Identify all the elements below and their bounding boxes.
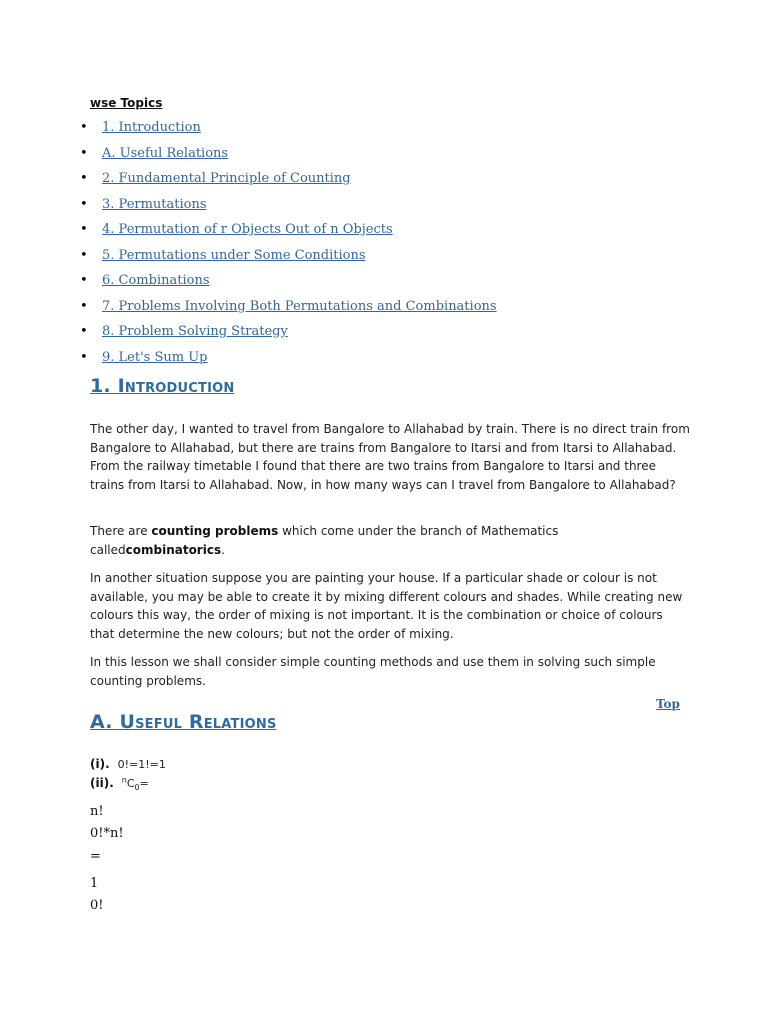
math-line: 0!*n! (90, 826, 124, 841)
topic-link-problem-solving[interactable]: 8. Problem Solving Strategy (102, 324, 288, 339)
browse-topics-heading: wse Topics (90, 96, 163, 110)
topic-link-introduction[interactable]: 1. Introduction (102, 120, 201, 135)
math-line: = (90, 849, 101, 864)
relation-item-1 (90, 757, 166, 771)
intro-paragraph-3: In another situation suppose you are painting your house. If a particular shade or colour is not available, you may be able to create it by mixing different colours and shades. While creating new colours this way, the order of mixing is not important. It is the combination or choice of colours that determine the new colours; but not the order of mixing. (90, 571, 683, 641)
bullet-icon: • (80, 324, 88, 339)
intro-paragraph-1: The other day, I wanted to travel from Bangalore to Allahabad by train. There is no direct train from Bangalore to Allahabad, but there are trains from Bangalore to Itarsi and from Itarsi to Allahabad. From the railway timetable I found that there are two trains from Bangalore to Itarsi and three trains from Itarsi to Allahabad. Now, in how many ways can I travel from Bangalore to Allahabad? (90, 422, 690, 492)
topic-link-sum-up[interactable]: 9. Let's Sum Up (102, 349, 208, 365)
topic-link-permutations-conditions[interactable]: 5. Permutations under Some Conditions (102, 247, 366, 263)
list-item (80, 348, 497, 374)
bullet-icon: • (80, 298, 88, 314)
bullet-icon: • (80, 273, 88, 288)
bullet-icon: • (80, 171, 88, 186)
list-item (80, 271, 497, 297)
bullet-icon: • (80, 349, 88, 365)
list-item (80, 322, 497, 348)
bullet-icon: • (80, 145, 88, 161)
bullet-icon: • (80, 222, 88, 237)
list-item (80, 246, 497, 272)
relation-item-2 (90, 775, 149, 792)
list-item (80, 118, 497, 144)
math-line: 0! (90, 898, 104, 913)
topic-link-combinations[interactable]: 6. Combinations (102, 273, 210, 288)
list-item (80, 297, 497, 323)
topic-link-fundamental-principle[interactable]: 2. Fundamental Principle of Counting (102, 171, 351, 186)
list-item (80, 195, 497, 221)
list-item (80, 144, 497, 170)
topic-link-useful-relations[interactable]: A. Useful Relations (102, 145, 229, 161)
math-line: n! (90, 804, 104, 819)
bullet-icon: • (80, 196, 88, 212)
topic-link-permutations[interactable]: 3. Permutations (102, 196, 207, 212)
intro-paragraph-4: In this lesson we shall consider simple counting methods and use them in solving such simple counting problems. (90, 655, 656, 688)
math-line: 1 (90, 876, 99, 891)
introduction-heading: 1. Introduction (90, 375, 235, 397)
relation-expression: 0!=1!=1 (117, 758, 166, 771)
useful-relations-heading: A. Useful Relations (90, 711, 277, 733)
combinatorics-term: combinatorics (125, 542, 222, 557)
list-item (80, 169, 497, 195)
topics-list (80, 118, 497, 373)
relation-label: (ii). (90, 775, 114, 790)
relation-expression: $^nC_0=$ (121, 775, 149, 792)
bullet-icon: • (80, 120, 88, 135)
bullet-icon: • (80, 247, 88, 263)
relation-label: (i). (90, 757, 110, 771)
topic-link-permutation-r-of-n[interactable]: 4. Permutation of r Objects Out of n Objects (102, 222, 393, 237)
back-to-top-link[interactable]: Top (656, 697, 680, 711)
topic-link-problems-both[interactable]: 7. Problems Involving Both Permutations and Combinations (102, 298, 497, 314)
intro-paragraph-2: There are counting problems which come under the branch of Mathematics calledcombinatorics. (90, 524, 559, 557)
list-item (80, 220, 497, 246)
counting-problems-term: counting problems (151, 524, 279, 538)
